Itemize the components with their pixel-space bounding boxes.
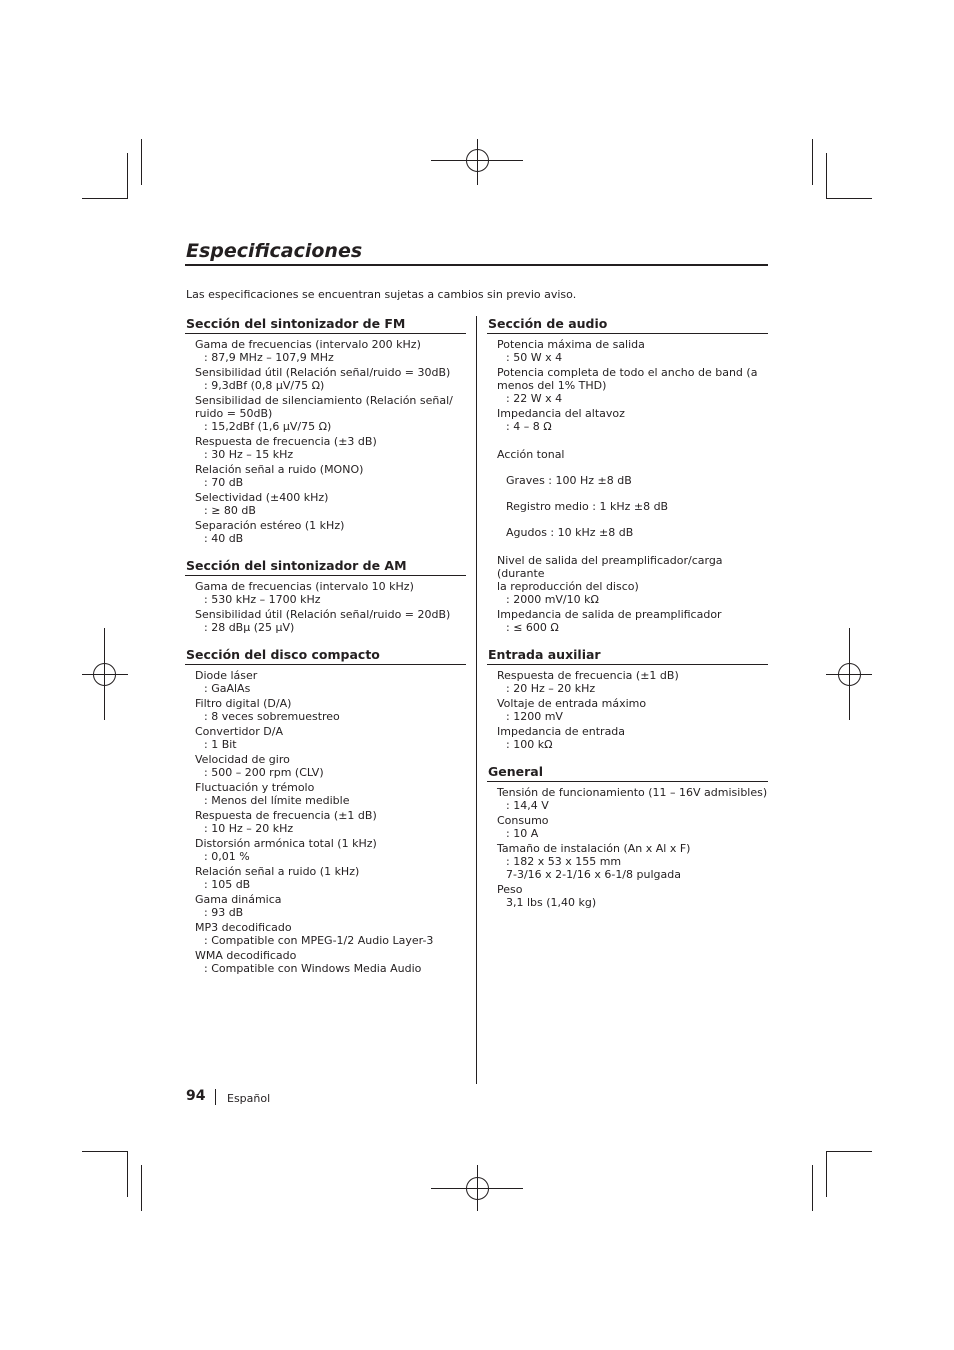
spec-value: : 30 Hz – 15 kHz xyxy=(204,448,294,461)
spec-item xyxy=(497,814,768,840)
spec-value: : 28 dBμ (25 μV) xyxy=(204,621,295,634)
section-title: Sección de audio xyxy=(487,316,768,334)
spec-label: MP3 decodificado xyxy=(195,921,292,934)
spec-item xyxy=(195,837,466,863)
section-title: Entrada auxiliar xyxy=(487,647,768,665)
spec-value: : ≤ 600 Ω xyxy=(506,621,559,634)
spec-value: : 182 x 53 x 155 mm 7-3/16 x 2-1/16 x 6-1/8 pulgada xyxy=(506,855,681,881)
section-aux xyxy=(487,647,768,751)
spec-item xyxy=(195,580,466,606)
spec-value: : 10 A xyxy=(506,827,539,840)
spec-label: Respuesta de frecuencia (±1 dB) xyxy=(497,669,679,682)
spec-value: : Compatible con Windows Media Audio xyxy=(204,962,422,975)
title-rule xyxy=(185,264,768,266)
tone-treble: Agudos : 10 kHz ±8 dB xyxy=(506,526,634,539)
spec-value: : 1200 mV xyxy=(506,710,563,723)
spec-value: : 105 dB xyxy=(204,878,251,891)
spec-label: WMA decodificado xyxy=(195,949,297,962)
spec-item xyxy=(497,697,768,723)
spec-label: Impedancia de entrada xyxy=(497,725,626,738)
spec-label: Acción tonal xyxy=(497,448,565,461)
spec-label: Respuesta de frecuencia (±1 dB) xyxy=(195,809,377,822)
spec-value: : 93 dB xyxy=(204,906,244,919)
spec-item xyxy=(195,781,466,807)
spec-value: : 2000 mV/10 kΩ xyxy=(506,593,599,606)
spec-item xyxy=(497,338,768,364)
spec-item xyxy=(195,921,466,947)
spec-label: Sensibilidad de silenciamiento (Relación señal/ ruido = 50dB) xyxy=(195,394,453,420)
section-title: Sección del sintonizador de AM xyxy=(185,558,466,576)
section-title: Sección del sintonizador de FM xyxy=(185,316,466,334)
spec-value: : Menos del límite medible xyxy=(204,794,350,807)
column-divider xyxy=(476,316,477,1084)
spec-value: : 500 – 200 rpm (CLV) xyxy=(204,766,324,779)
spec-item xyxy=(497,669,768,695)
section-title: Sección del disco compacto xyxy=(185,647,466,665)
spec-label: Consumo xyxy=(497,814,549,827)
spec-value: : 20 Hz – 20 kHz xyxy=(506,682,596,695)
spec-item xyxy=(195,809,466,835)
spec-label: Gama dinámica xyxy=(195,893,282,906)
section-title: General xyxy=(487,764,768,782)
spec-item xyxy=(497,366,768,405)
spec-item xyxy=(195,394,466,433)
spec-value: : 22 W x 4 xyxy=(506,392,563,405)
spec-item xyxy=(195,463,466,489)
spec-value: : ≥ 80 dB xyxy=(204,504,256,517)
spec-label: Sensibilidad útil (Relación señal/ruido = 20dB) xyxy=(195,608,451,621)
spec-item xyxy=(195,893,466,919)
spec-item xyxy=(497,883,768,909)
spec-item xyxy=(497,407,768,433)
spec-item xyxy=(497,842,768,881)
spec-label: Respuesta de frecuencia (±3 dB) xyxy=(195,435,377,448)
spec-value: : 530 kHz – 1700 kHz xyxy=(204,593,321,606)
spec-label: Gama de frecuencias (intervalo 10 kHz) xyxy=(195,580,414,593)
spec-value: : 40 dB xyxy=(204,532,244,545)
spec-label: Selectividad (±400 kHz) xyxy=(195,491,329,504)
spec-value: : 100 kΩ xyxy=(506,738,553,751)
spec-item xyxy=(497,786,768,812)
spec-value: : 10 Hz – 20 kHz xyxy=(204,822,294,835)
left-column xyxy=(185,316,466,988)
tone-middle: Registro medio : 1 kHz ±8 dB xyxy=(506,500,669,513)
spec-item xyxy=(195,949,466,975)
spec-value: : 4 – 8 Ω xyxy=(506,420,552,433)
spec-value: : 50 W x 4 xyxy=(506,351,563,364)
spec-item xyxy=(195,519,466,545)
spec-label: Impedancia de salida de preamplificador xyxy=(497,608,722,621)
section-audio xyxy=(487,316,768,634)
spec-label: Separación estéreo (1 kHz) xyxy=(195,519,345,532)
spec-item xyxy=(195,725,466,751)
spec-item xyxy=(195,366,466,392)
footer-language: Español xyxy=(227,1092,271,1105)
spec-value: : 1 Bit xyxy=(204,738,237,751)
spec-value: : 87,9 MHz – 107,9 MHz xyxy=(204,351,334,364)
spec-value: 3,1 lbs (1,40 kg) xyxy=(506,896,597,909)
spec-item xyxy=(497,725,768,751)
spec-value: : 15,2dBf (1,6 μV/75 Ω) xyxy=(204,420,332,433)
spec-item xyxy=(195,435,466,461)
spec-item xyxy=(195,697,466,723)
spec-label: Potencia máxima de salida xyxy=(497,338,645,351)
tone-bass: Graves : 100 Hz ±8 dB xyxy=(506,474,632,487)
spec-label: Peso xyxy=(497,883,523,896)
spec-label: Potencia completa de todo el ancho de band (a menos del 1% THD) xyxy=(497,366,758,392)
spec-label: Filtro digital (D/A) xyxy=(195,697,292,710)
page-number: 94 xyxy=(186,1088,206,1104)
spec-item xyxy=(195,865,466,891)
spec-item xyxy=(195,753,466,779)
spec-label: Velocidad de giro xyxy=(195,753,290,766)
spec-value: : 8 veces sobremuestreo xyxy=(204,710,340,723)
spec-item xyxy=(195,338,466,364)
spec-item xyxy=(497,554,768,606)
spec-item xyxy=(195,669,466,695)
spec-label: Tamaño de instalación (An x Al x F) xyxy=(497,842,691,855)
section-general xyxy=(487,764,768,909)
notice-text: Las especificaciones se encuentran sujetas a cambios sin previo aviso. xyxy=(186,288,577,301)
spec-label: Impedancia del altavoz xyxy=(497,407,625,420)
spec-value: : 14,4 V xyxy=(506,799,549,812)
spec-item xyxy=(497,608,768,634)
page-title: Especificaciones xyxy=(186,240,363,262)
spec-label: Tensión de funcionamiento (11 – 16V admisibles) xyxy=(497,786,768,799)
spec-value: : Compatible con MPEG-1/2 Audio Layer-3 xyxy=(204,934,434,947)
right-column xyxy=(487,316,768,922)
spec-label: Distorsión armónica total (1 kHz) xyxy=(195,837,377,850)
spec-label: Diode láser xyxy=(195,669,258,682)
spec-label: Convertidor D/A xyxy=(195,725,283,738)
spec-item xyxy=(195,491,466,517)
spec-value: : GaAlAs xyxy=(204,682,251,695)
spec-value: : 9,3dBf (0,8 μV/75 Ω) xyxy=(204,379,325,392)
spec-label: Relación señal a ruido (1 kHz) xyxy=(195,865,360,878)
spec-label: Gama de frecuencias (intervalo 200 kHz) xyxy=(195,338,421,351)
section-fm xyxy=(185,316,466,545)
spec-label: Fluctuación y trémolo xyxy=(195,781,315,794)
section-am xyxy=(185,558,466,634)
spec-label: Relación señal a ruido (MONO) xyxy=(195,463,364,476)
section-cd xyxy=(185,647,466,975)
spec-label: Nivel de salida del preamplificador/carga (durante la reproducción del disco) xyxy=(497,554,723,593)
spec-item-tone xyxy=(497,435,768,552)
spec-label: Sensibilidad útil (Relación señal/ruido = 30dB) xyxy=(195,366,451,379)
spec-item xyxy=(195,608,466,634)
spec-value: : 70 dB xyxy=(204,476,244,489)
footer-separator xyxy=(215,1089,216,1105)
spec-label: Voltaje de entrada máximo xyxy=(497,697,647,710)
spec-value: : 0,01 % xyxy=(204,850,250,863)
